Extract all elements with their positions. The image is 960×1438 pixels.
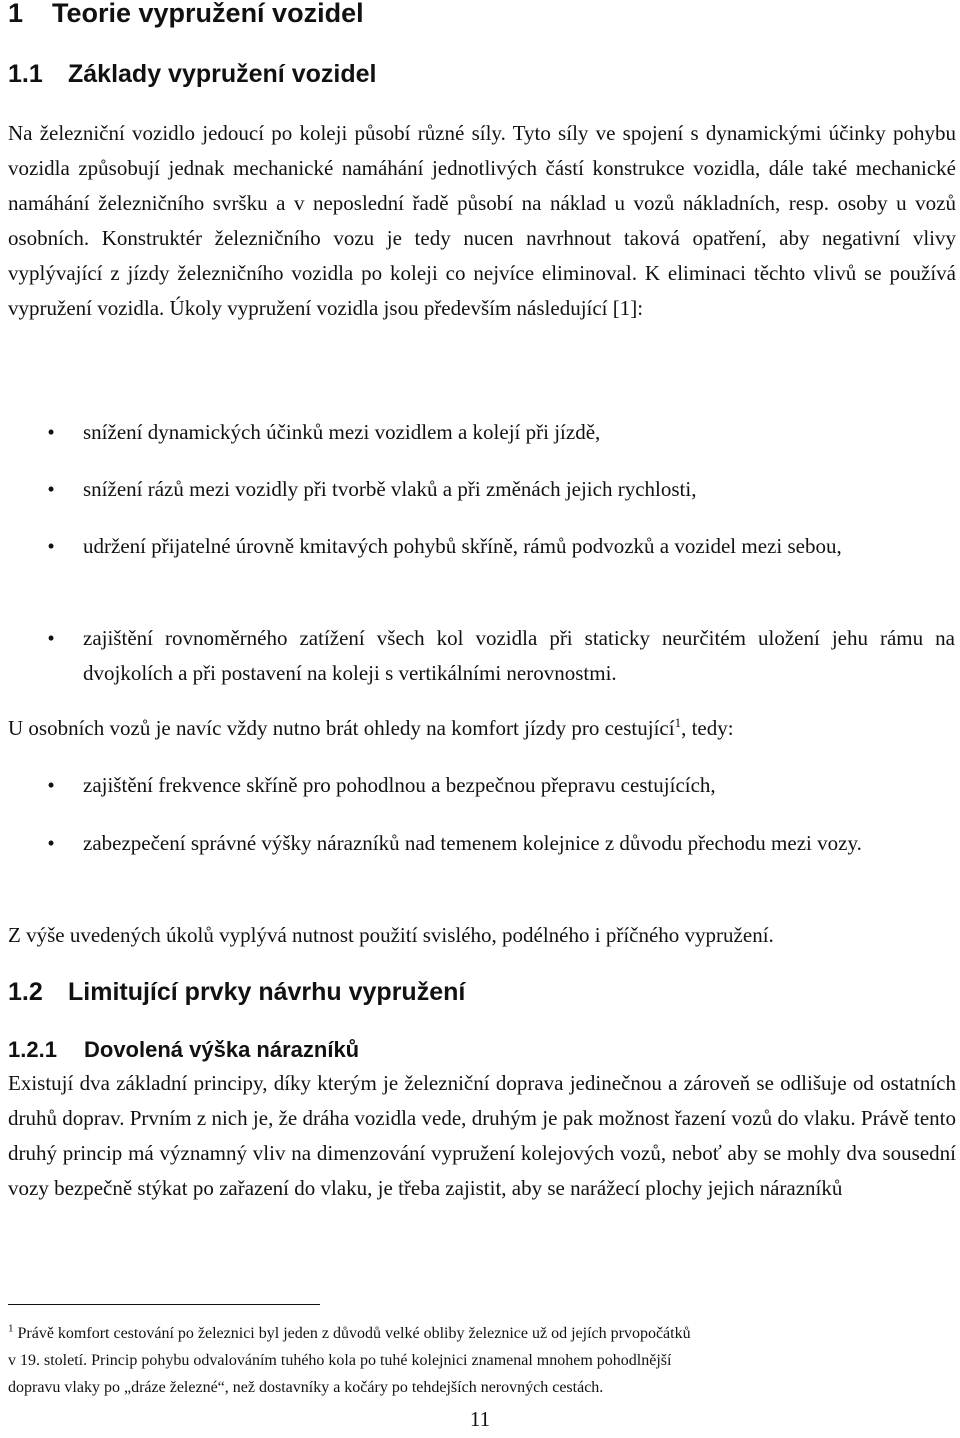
list-item-text: zajištění rovnoměrného zatížení všech kol vozidla při staticky neurčitém uložení jehu rámu na dvojkolích a při postavení na koleji s vertikálními nerovnostmi. [83, 626, 955, 685]
buffers-paragraph: Existují dva základní principy, díky kterým je železniční doprava jedinečnou a zároveň se odlišuje od ostatních druhů doprav. Prvním z nich je, že dráha vozidla vede, druhým je pak možnost řazení vozů do vlaku. Právě tento druhý princip má významný vliv na dimenzování vypružení kolejových vozů, neboť aby se mohly dva sousední vozy bezpečně stýkat po zařazení do vlaku, je třeba zajistit, aby se narážecí plochy jejich nárazníků [8, 1071, 956, 1200]
page-number: 11 [469, 1407, 491, 1431]
list-item-text: udržení přijatelné úrovně kmitavých pohybů skříně, rámů podvozků a vozidel mezi sebou, [83, 534, 842, 558]
footnote-text: Právě komfort cestování po železnici byl jeden z důvodů velké obliby železnice už od jejích prvopočátků [17, 1325, 691, 1342]
bullet-icon: • [47, 773, 55, 797]
footnote [8, 1320, 928, 1401]
list-item-text: snížení dynamických účinků mezi vozidlem a kolejí při jízdě, [83, 420, 601, 444]
bullet-icon: • [47, 420, 55, 444]
footnote-reference[interactable]: 1 [674, 715, 682, 730]
section-number: 1.1 [8, 60, 43, 88]
subsection-number: 1.2.1 [8, 1037, 57, 1062]
comfort-text: U osobních vozů je navíc vždy nutno brát ohledy na komfort jízdy pro cestující [8, 716, 675, 740]
footnote-divider [8, 1304, 320, 1305]
chapter-title: Teorie vypružení vozidel [52, 0, 364, 28]
chapter-heading [8, 0, 364, 30]
bullet-icon: • [47, 477, 55, 501]
section-title: Limitující prvky návrhu vypružení [68, 978, 466, 1006]
list-item-text: zabezpečení správné výšky nárazníků nad temenem kolejnice z důvodu přechodu mezi vozy. [83, 831, 862, 855]
section-heading-1-2 [8, 976, 465, 1008]
footnote-line: dopravu vlaky po „dráze železné“, než dostavníky a kočáry po tehdejších nerovných cestách. [8, 1379, 604, 1396]
section-number: 1.2 [8, 978, 43, 1006]
comfort-text-end: , tedy: [681, 716, 734, 740]
footnote-line: v 19. století. Princip pohybu odvalováním tuhého kola po tuhé kolejnici znamenal mnohem pohodlnější [8, 1352, 672, 1369]
list-item-text: zajištění frekvence skříně pro pohodlnou a bezpečnou přepravu cestujících, [83, 773, 716, 797]
section-heading-1-1 [8, 58, 376, 90]
chapter-number: 1 [8, 0, 24, 28]
footnote-marker: 1 [8, 1322, 14, 1335]
subsection-heading-1-2-1 [8, 1036, 359, 1064]
section-title: Základy vypružení vozidel [68, 60, 377, 88]
list-item-text: snížení rázů mezi vozidly při tvorbě vlaků a při změnách jejich rychlosti, [83, 477, 697, 501]
bullet-icon: • [47, 626, 55, 650]
bullet-icon: • [47, 831, 55, 855]
subsection-title: Dovolená výška nárazníků [84, 1037, 360, 1062]
comfort-paragraph [8, 711, 956, 746]
intro-paragraph: Na železniční vozidlo jedoucí po koleji působí různé síly. Tyto síly ve spojení s dynamickými účinky pohybu vozidla způsobují jednak mechanické namáhání jednotlivých částí konstrukce vozidla, dále také mechanické namáhání železničního svršku a v neposlední řadě působí na náklad u vozů nákladních, resp. osoby u vozů osobních. Konstruktér železničního vozu je tedy nucen navrhnout taková opatření, aby negativní vlivy vyplývající z jízdy železničního vozidla po koleji co nejvíce eliminoval. K eliminaci těchto vlivů se používá vypružení vozidla. Úkoly vypružení vozidla jsou především následující [1]: [8, 121, 956, 320]
footnote-line [8, 1320, 928, 1347]
summary-paragraph: Z výše uvedených úkolů vyplývá nutnost použití svislého, podélného i příčného vypružení. [8, 923, 774, 947]
bullet-icon: • [47, 534, 55, 558]
